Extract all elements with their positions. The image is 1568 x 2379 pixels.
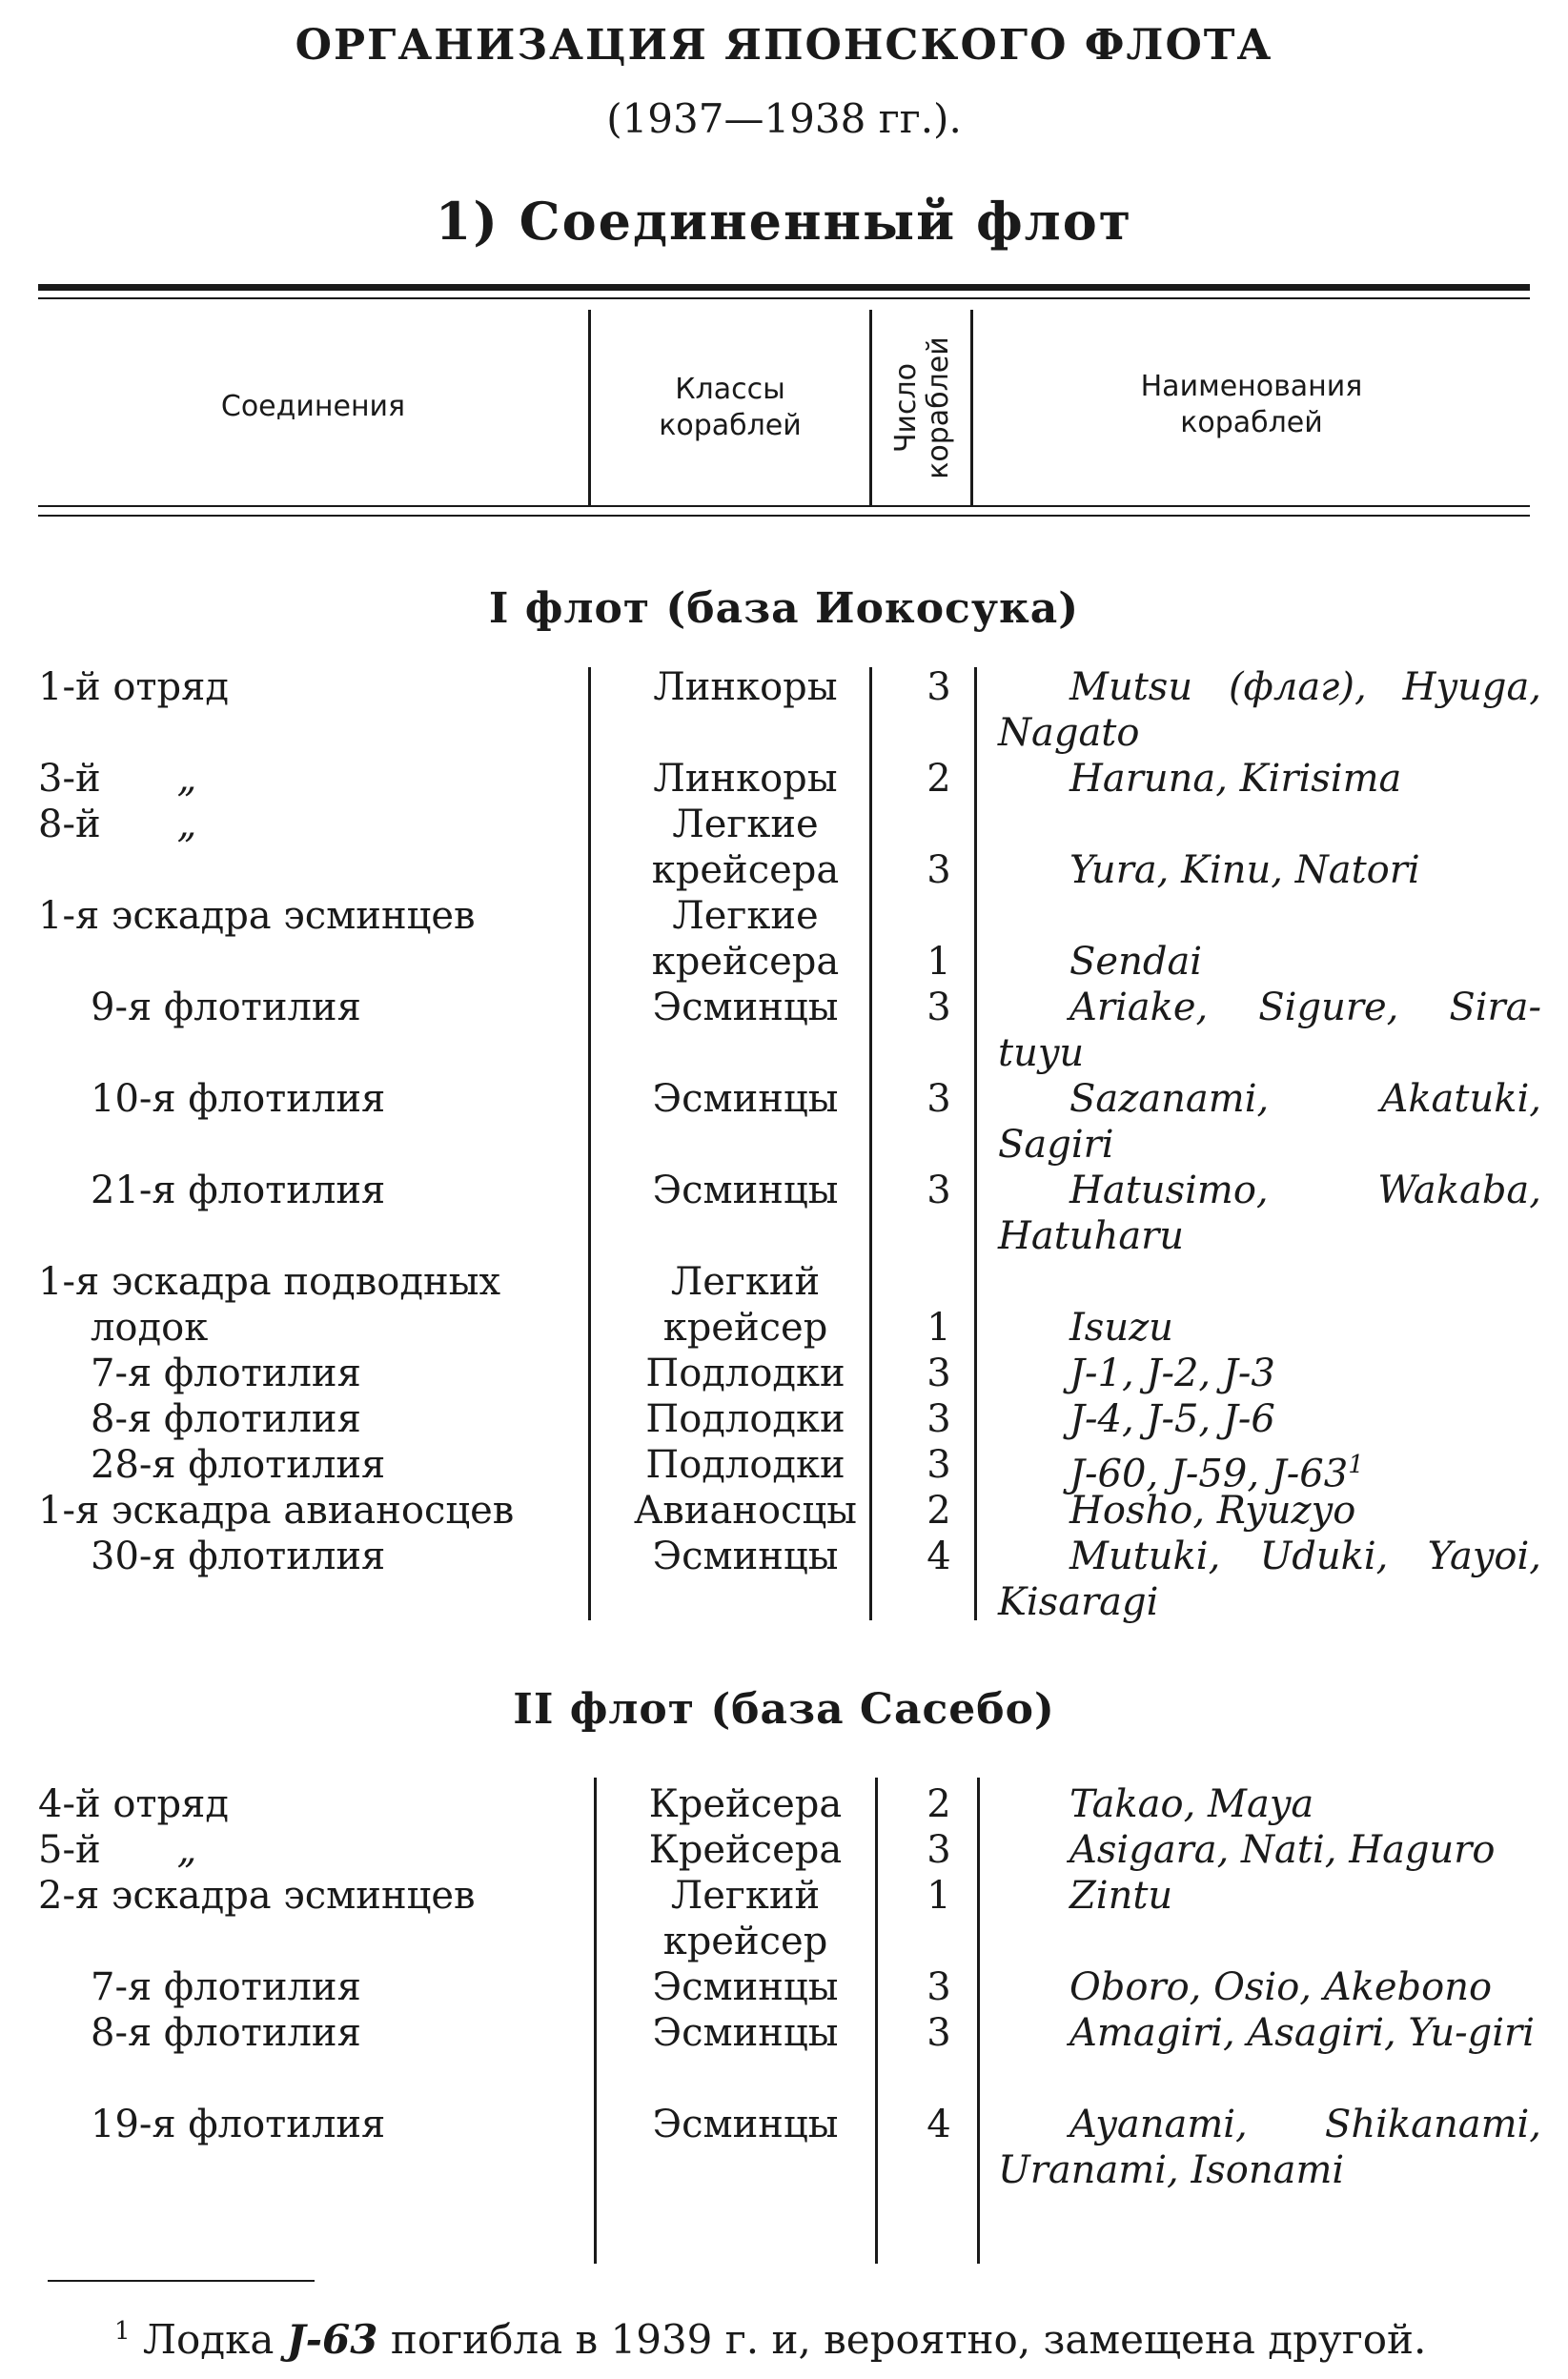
table-row-ship-class: Эсминцы xyxy=(652,2011,839,2055)
page-subtitle: (1937—1938 гг.). xyxy=(606,95,962,142)
footnote xyxy=(114,2316,1426,2363)
table-row-count: 3 xyxy=(927,1077,951,1121)
header-ship-class-line1: Классы xyxy=(675,373,785,406)
table-row-count: 2 xyxy=(927,1489,951,1533)
header-unit: Соединения xyxy=(220,390,406,423)
table-row-ships: Mutsu (флаг), Hyuga, Nagato xyxy=(998,665,1541,755)
table-row-ships: Takao, Maya xyxy=(1069,1782,1314,1826)
table-row-ship-class: Подлодки xyxy=(645,1443,845,1487)
table-row-ship-class: Линкоры xyxy=(653,665,838,709)
table-row-ships: Amagiri, Asagiri, Yu-giri xyxy=(1069,2011,1535,2055)
ships-names: J-60, J-59, J-63 xyxy=(1069,1452,1349,1496)
footnote-text-before: Лодка xyxy=(142,2316,275,2363)
fleet-1-divider-3 xyxy=(974,667,977,1620)
table-row-ship-class: Эсминцы xyxy=(652,1169,839,1212)
fleet-1-title: I флот (база Иокосука) xyxy=(488,584,1080,633)
table-row-unit: 7-я флотилия xyxy=(91,1352,361,1395)
table-row-ship-class: Эсминцы xyxy=(652,1965,839,2009)
footnote-mark: 1 xyxy=(114,2317,131,2346)
table-row-ships: Sendai xyxy=(1069,940,1203,984)
table-row-count: 1 xyxy=(927,940,951,984)
table-row-unit: 1-я эскадра эсминцев xyxy=(38,894,476,938)
header-ship-class-line2: кораблей xyxy=(659,409,802,442)
table-row-count: 3 xyxy=(927,848,951,892)
table-row-ship-class: Эсминцы xyxy=(652,1535,839,1578)
table-row-ships: Isuzu xyxy=(1069,1306,1173,1350)
table-row-unit: 4-й отряд xyxy=(38,1782,230,1826)
fleet-2-divider-3 xyxy=(977,1778,980,2264)
table-row-ship-class: Эсминцы xyxy=(652,2103,839,2146)
fleet-2-divider-1 xyxy=(594,1778,597,2264)
table-row-ship-class-line1: Легкие xyxy=(672,894,819,938)
table-row-unit-line1: 1-я эскадра подводных xyxy=(38,1260,501,1304)
footnote-rule xyxy=(48,2280,315,2282)
table-row-unit xyxy=(38,756,196,802)
table-row-count: 2 xyxy=(927,1782,951,1826)
header-count xyxy=(890,313,955,503)
table-row-ships: Ariake, Sigure, Sira-tuyu xyxy=(998,986,1541,1075)
table-row-count: 1 xyxy=(927,1306,951,1350)
fleet-2-title: II флот (база Сасебо) xyxy=(513,1685,1055,1734)
table-row-ship-class-line2: крейсера xyxy=(651,848,840,892)
table-row-unit: 8-я флотилия xyxy=(91,1397,361,1441)
table-row-unit: 9-я флотилия xyxy=(91,986,361,1029)
footnote-text-after: погибла в 1939 г. и, вероятно, замещена другой. xyxy=(390,2316,1427,2363)
header-ship-class xyxy=(591,372,869,444)
table-row-unit: 28-я флотилия xyxy=(91,1443,386,1487)
header-top-rule-thick xyxy=(38,284,1530,291)
table-row-count: 3 xyxy=(927,1443,951,1487)
table-row-ships: Zintu xyxy=(1069,1874,1173,1918)
header-names-line1: Наименования xyxy=(1140,370,1363,403)
table-row-ships: Asigara, Nati, Haguro xyxy=(1069,1828,1496,1872)
page-title: ОРГАНИЗАЦИЯ ЯПОНСКОГО ФЛОТА xyxy=(295,21,1273,70)
table-row-count: 3 xyxy=(927,1352,951,1395)
header-bottom-rule-1 xyxy=(38,505,1530,507)
table-row-ship-class: Крейсера xyxy=(648,1782,843,1826)
table-row-ship-class: Эсминцы xyxy=(652,986,839,1029)
unit-label: 8-й xyxy=(38,803,101,846)
table-row-ship-class-line1: Легкий xyxy=(670,1260,821,1304)
footnote-ref: 1 xyxy=(1348,1451,1364,1479)
table-row-ships: J-4, J-5, J-6 xyxy=(1069,1397,1275,1441)
header-count-line1: Число xyxy=(889,362,923,454)
table-row-unit xyxy=(38,802,196,847)
header-bottom-rule-2 xyxy=(38,515,1530,517)
table-row-count: 3 xyxy=(927,665,951,709)
table-row-count: 3 xyxy=(927,1828,951,1872)
table-row-unit: 2-я эскадра эсминцев xyxy=(38,1874,476,1918)
table-row-ship-class-line2: крейсер xyxy=(662,1306,828,1350)
section-title: 1) Соединенный флот xyxy=(435,191,1133,252)
header-top-rule-thin xyxy=(38,297,1530,299)
table-row-unit: 21-я флотилия xyxy=(91,1169,386,1212)
ditto-mark: „ xyxy=(176,757,197,801)
table-row-ship-class: Авианосцы xyxy=(633,1489,858,1533)
table-row-ship-class: Эсминцы xyxy=(652,1077,839,1121)
table-row-unit: 10-я флотилия xyxy=(91,1077,386,1121)
table-row-ship-class: Подлодки xyxy=(645,1397,845,1441)
table-row-ship-class-line2: крейсер xyxy=(662,1920,828,1963)
table-row-count: 3 xyxy=(927,1169,951,1212)
table-row-count: 3 xyxy=(927,2011,951,2055)
table-row-count: 4 xyxy=(927,2103,951,2146)
table-row-ship-class: Линкоры xyxy=(653,757,838,801)
table-row-count: 3 xyxy=(927,1397,951,1441)
table-row-unit: 1-я эскадра авианосцев xyxy=(38,1489,515,1533)
table-row-ship-class-line2: крейсера xyxy=(651,940,840,984)
table-row-unit: 8-я флотилия xyxy=(91,2011,361,2055)
table-row-ships: Haruna, Kirisima xyxy=(1069,757,1402,801)
ditto-mark: „ xyxy=(176,1828,197,1872)
table-row-count: 3 xyxy=(927,1965,951,2009)
table-row-count: 2 xyxy=(927,757,951,801)
header-count-line2: кораблей xyxy=(922,336,955,479)
table-row-unit-line2: лодок xyxy=(91,1306,209,1350)
table-row-ship-class-line1: Легкие xyxy=(672,803,819,846)
ditto-mark: „ xyxy=(176,803,197,846)
table-row-count: 4 xyxy=(927,1535,951,1578)
table-row-count: 3 xyxy=(927,986,951,1029)
unit-label: 3-й xyxy=(38,757,101,801)
table-row-unit: 1-й отряд xyxy=(38,665,230,709)
table-row-ships: Yura, Kinu, Natori xyxy=(1069,848,1420,892)
header-divider-2 xyxy=(869,310,872,505)
table-row-unit: 30-я флотилия xyxy=(91,1535,386,1578)
table-row-ship-class: Крейсера xyxy=(648,1828,843,1872)
table-row-ships: Oboro, Osio, Akebono xyxy=(1069,1965,1493,2009)
table-row-ships: Hosho, Ryuzyo xyxy=(1069,1489,1356,1533)
header-names xyxy=(973,369,1530,441)
unit-label: 5-й xyxy=(38,1828,101,1872)
table-row-ships: J-1, J-2, J-3 xyxy=(1069,1352,1275,1395)
table-row-ships: Sazanami, Akatuki, Sagiri xyxy=(998,1077,1541,1167)
table-row-ships: Hatusimo, Wakaba, Hatuharu xyxy=(998,1169,1541,1258)
table-row-ships: Mutuki, Uduki, Yayoi, Kisaragi xyxy=(998,1535,1541,1624)
table-row-unit: 19-я флотилия xyxy=(91,2103,386,2146)
table-row-ship-class: Подлодки xyxy=(645,1352,845,1395)
table-row-unit xyxy=(38,1827,196,1873)
table-row-ships: Ayanami, Shikanami, Uranami, Isonami xyxy=(998,2103,1541,2192)
header-names-line2: кораблей xyxy=(1180,406,1323,439)
table-row-unit: 7-я флотилия xyxy=(91,1965,361,2009)
table-row-ship-class-line1: Легкий xyxy=(670,1874,821,1918)
fleet-1-divider-1 xyxy=(588,667,591,1620)
table-row-count: 1 xyxy=(927,1874,951,1918)
footnote-boat: J-63 xyxy=(286,2316,378,2363)
